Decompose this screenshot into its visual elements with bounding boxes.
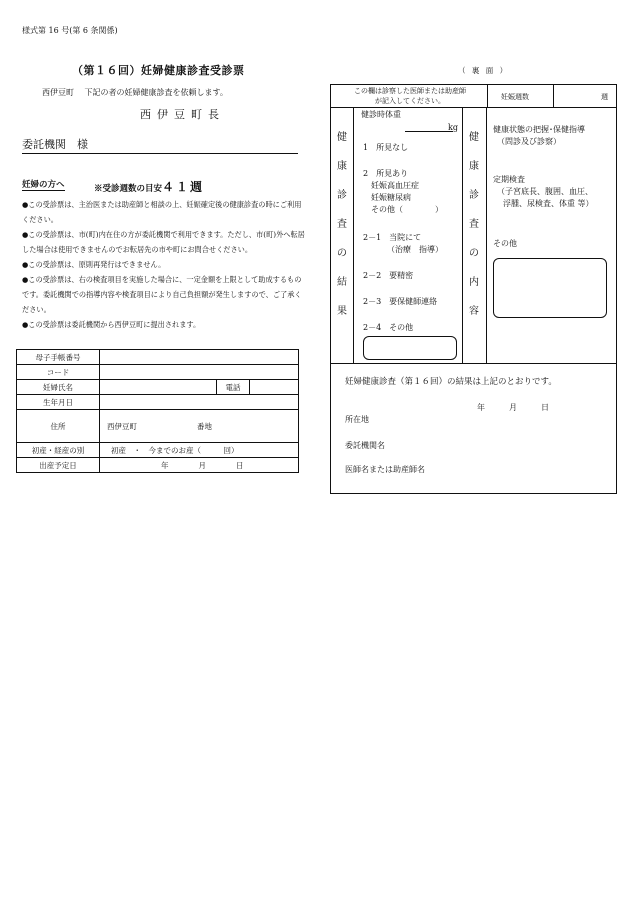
result-statement: 妊婦健康診査（第１６回）の結果は上記のとおりです。	[345, 377, 557, 387]
vchar: の	[469, 248, 479, 259]
weeks-guide	[94, 180, 204, 194]
content-vertical-label	[467, 123, 481, 326]
vchar: 康	[337, 161, 347, 172]
institution-addressee: 委託機関 様	[22, 138, 298, 154]
due-field[interactable]	[100, 458, 299, 473]
vchar: 査	[469, 219, 479, 230]
content-2b: （子宮底長、腹囲、血圧、	[497, 187, 593, 196]
notes-list	[22, 197, 307, 332]
pregnant-header: 妊婦の方へ	[22, 180, 65, 190]
weeks-label: 妊娠週数	[501, 93, 529, 101]
due-value: 年 月 日	[161, 460, 244, 470]
address-field[interactable]	[100, 410, 299, 443]
result-2b: 妊娠糖尿病	[371, 193, 411, 202]
parity-value: 初産 ・ 今までのお産（ 回）	[111, 445, 239, 455]
vchar: 内	[469, 277, 479, 288]
form-number: 様式第 16 号(第 6 条関係)	[22, 26, 118, 35]
request-line: 西伊豆町 下記の者の妊婦健康診査を依頼します。	[42, 88, 228, 97]
result-2-1: 2－1 当院にて	[363, 233, 422, 242]
note-item: ●この受診票は、右の検査項目を実施した場合に、一定金額を上限として助成するものです。委託機関での指導内容や検査項目により自己負担額が発生しますので、ご了承ください。	[22, 275, 302, 314]
boshi-label: 母子手帳番号	[17, 350, 100, 365]
note-item: ●この受診票は、主治医または助産師と相談の上、妊娠確定後の健康診査の時にご利用ください。	[22, 200, 302, 224]
other-bracket[interactable]	[363, 336, 457, 360]
weeks-field[interactable]	[557, 89, 595, 103]
weight-label: 健診時体重	[361, 110, 401, 119]
content-1: 健康状態の把握･保健指導	[493, 125, 585, 134]
exam-result-form	[330, 84, 617, 494]
vchar: の	[337, 248, 347, 259]
mayor-signature: 西伊豆町長	[140, 108, 225, 121]
result-2-2: 2－2 要精密	[363, 271, 414, 280]
result-vertical-label	[335, 123, 349, 326]
result-2-1b: （治療 指導）	[387, 245, 443, 254]
content-2: 定期検査	[493, 175, 525, 184]
vchar: 康	[469, 161, 479, 172]
parity-label: 初産・経産の別	[17, 443, 100, 458]
note-item: ●この受診票は、原則再発行はできません。	[22, 260, 166, 269]
phone-label: 電話	[217, 380, 250, 395]
vchar: 査	[337, 219, 347, 230]
phone-field[interactable]	[250, 380, 299, 395]
doctor-name-label: 医師名または助産師名	[345, 465, 425, 474]
note-item: ●この受診票は委託機関から西伊豆町に提出されます。	[22, 320, 201, 329]
header-note-line1: この欄は診察した医師または助産師	[354, 87, 466, 95]
result-2-3: 2－3 要保健師連絡	[363, 297, 438, 306]
address-label: 住所	[17, 410, 100, 443]
location-label: 所在地	[345, 415, 369, 424]
institution-name-label: 委託機関名	[345, 441, 385, 450]
patient-info-table	[16, 349, 299, 473]
header-note	[335, 86, 485, 106]
result-2c: その他（ ）	[371, 205, 443, 214]
result-1: 1 所見なし	[363, 143, 409, 152]
weight-underline	[405, 131, 453, 132]
name-label: 妊婦氏名	[17, 380, 100, 395]
vchar: 健	[337, 132, 347, 143]
boshi-field[interactable]	[100, 350, 299, 365]
weeks-value: ４１週	[162, 180, 205, 194]
result-2-4: 2－4 その他	[363, 323, 414, 332]
name-field[interactable]	[100, 380, 217, 395]
note-item: ●この受診票は、市(町)内在住の方が委託機関で利用できます。ただし、市(町)外へ転居した場合は使用できませんのでお転居先の市や町にお問合せください。	[22, 230, 305, 254]
address-banchi: 番地	[197, 421, 212, 431]
back-side-label: （ 裏 面 ）	[458, 66, 510, 75]
code-label: コード	[17, 365, 100, 380]
content-3: その他	[493, 239, 517, 248]
address-town: 西伊豆町	[107, 421, 137, 431]
date-line: 年 月 日	[477, 403, 549, 412]
result-2a: 妊娠高血圧症	[371, 181, 419, 190]
header-note-line2: が記入してください。	[375, 97, 445, 105]
parity-field[interactable]	[100, 443, 299, 458]
due-label: 出産予定日	[17, 458, 100, 473]
code-field[interactable]	[100, 365, 299, 380]
weeks-unit: 週	[601, 93, 608, 101]
vchar: 診	[469, 190, 479, 201]
vchar: 容	[469, 306, 479, 317]
content-other-bracket[interactable]	[493, 258, 607, 318]
vchar: 結	[337, 277, 347, 288]
birth-field[interactable]	[100, 395, 299, 410]
result-2: 2 所見あり	[363, 169, 409, 178]
content-1b: （問診及び診察）	[497, 137, 561, 146]
content-2c: 浮腫、尿検査、体重 等）	[503, 199, 594, 208]
page-title: （第１６回）妊婦健康診査受診票	[72, 64, 245, 77]
weeks-prefix: ※受診週数の目安	[94, 184, 163, 194]
birth-label: 生年月日	[17, 395, 100, 410]
vchar: 果	[337, 306, 347, 317]
kg-unit: kg	[448, 123, 458, 132]
vchar: 健	[469, 132, 479, 143]
vchar: 診	[337, 190, 347, 201]
